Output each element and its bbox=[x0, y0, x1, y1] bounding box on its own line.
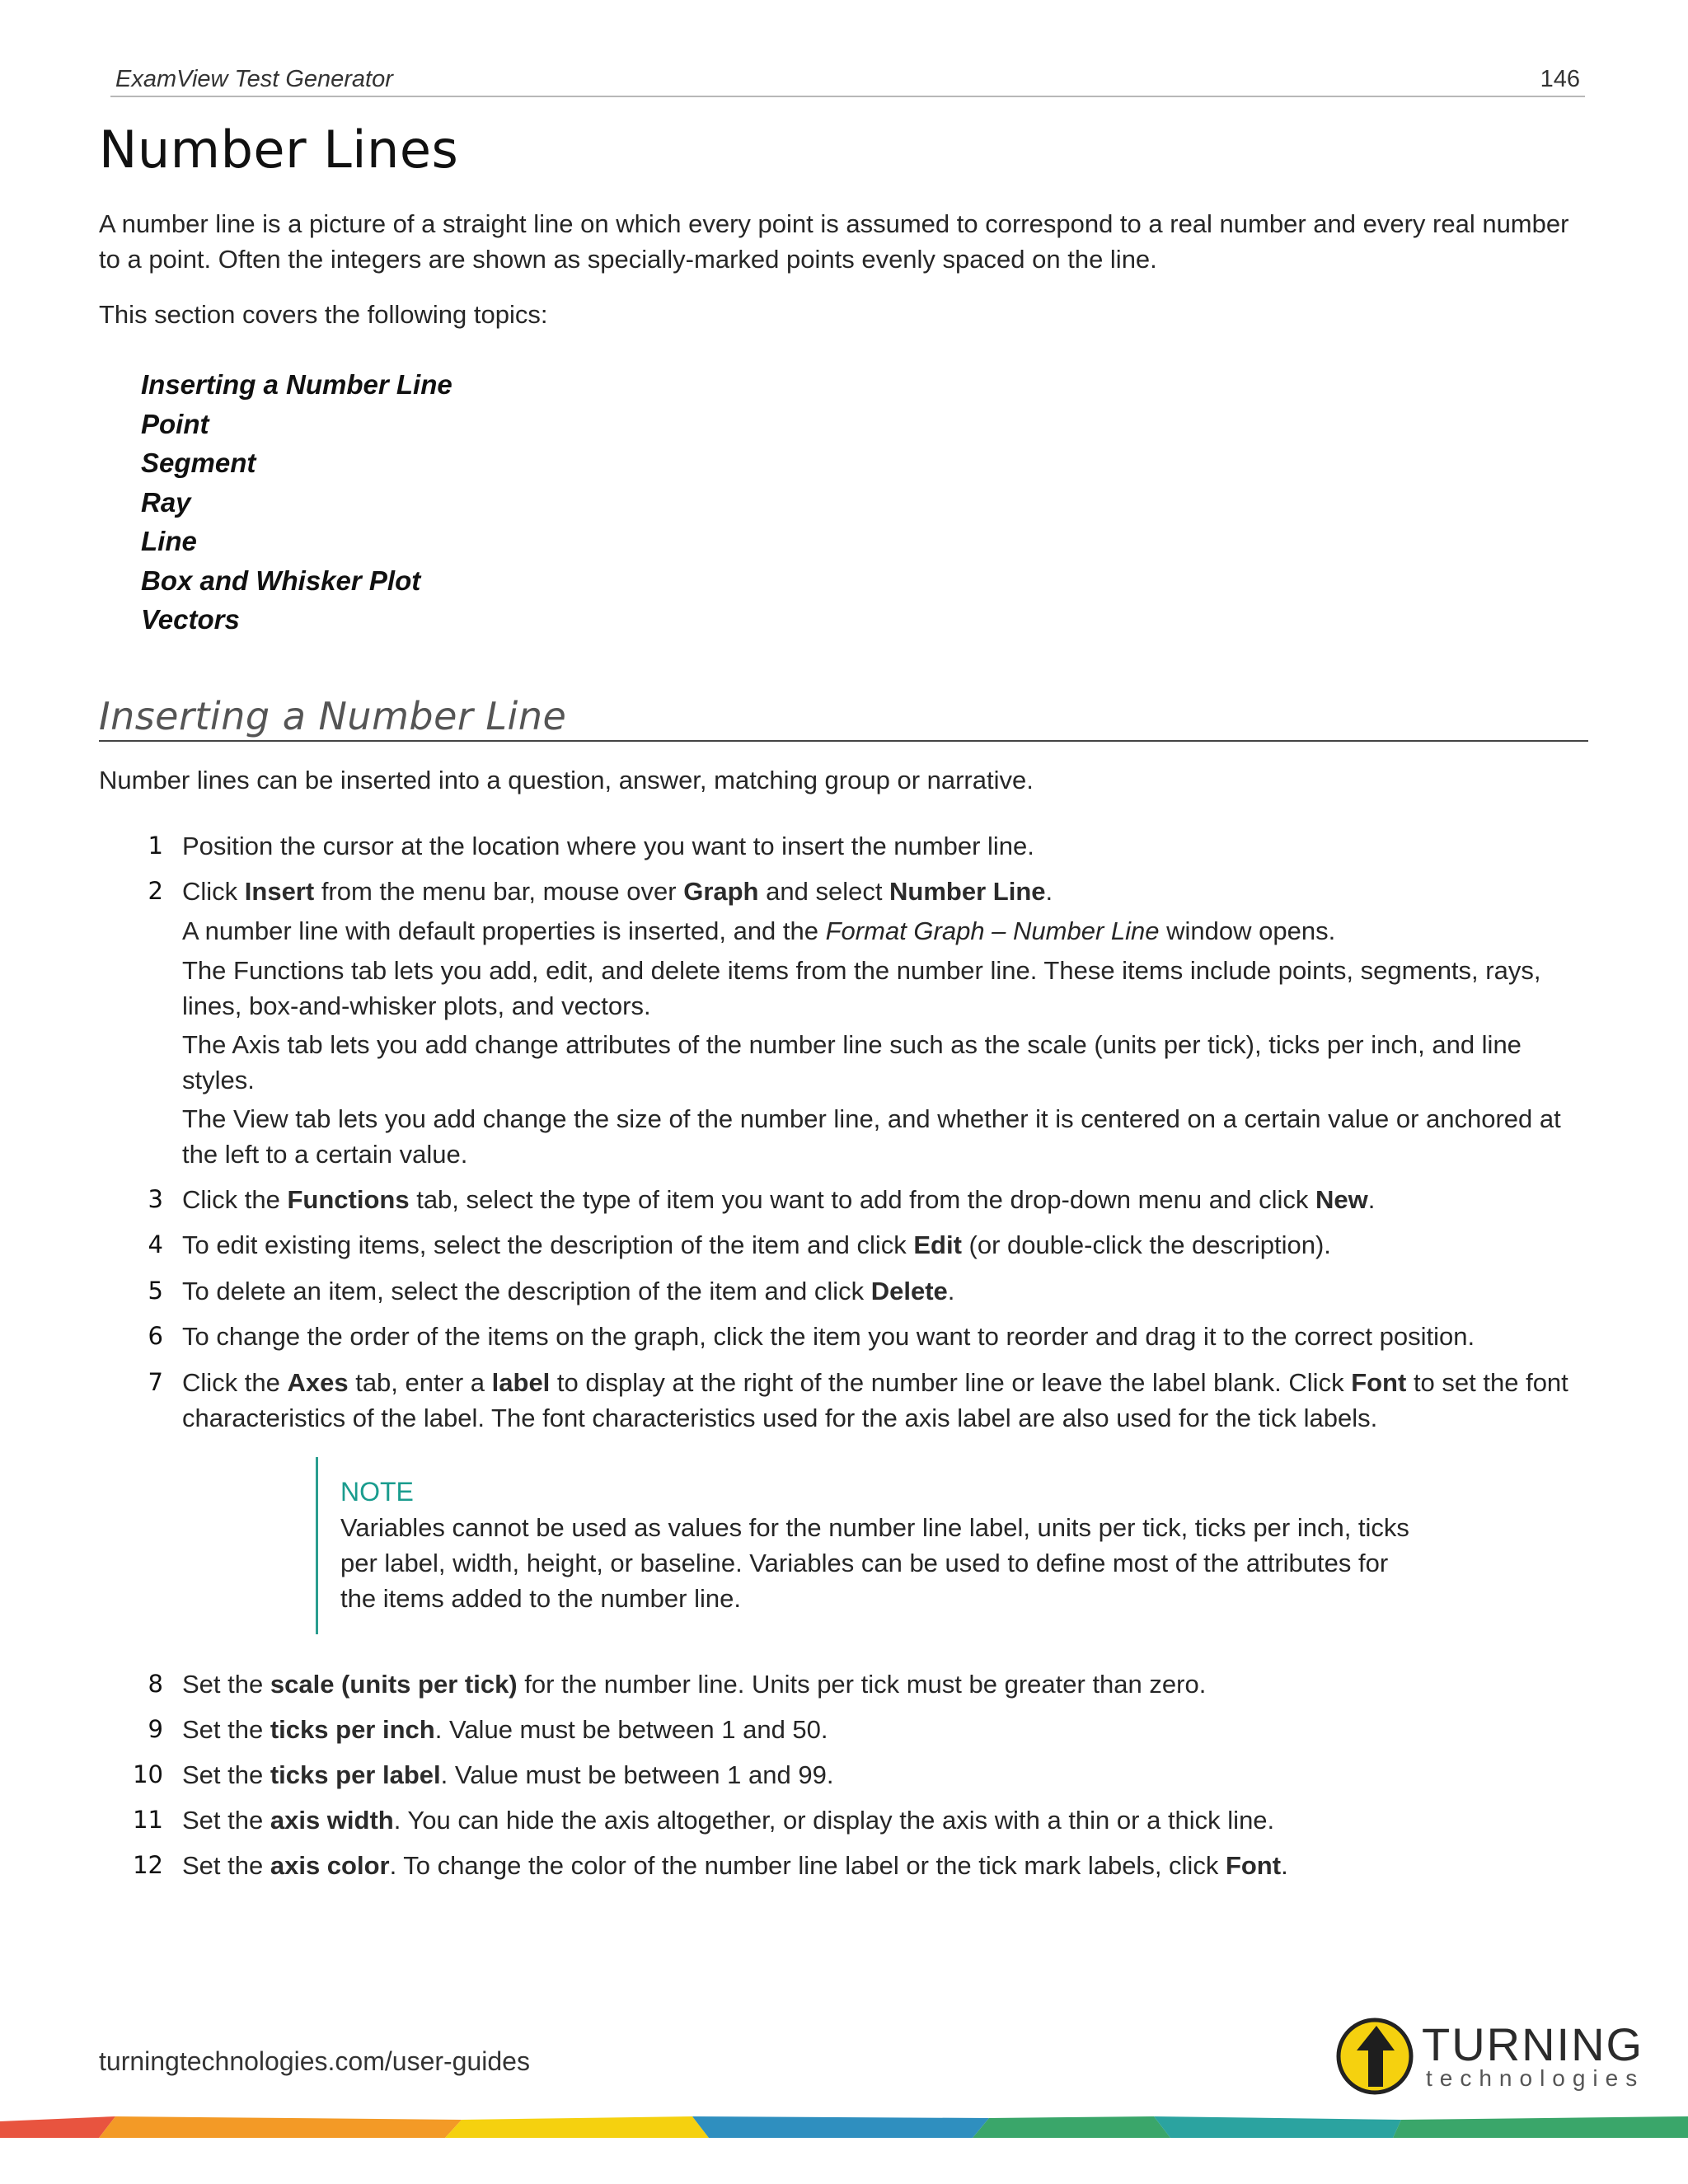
note-callout bbox=[316, 1457, 1423, 1634]
topic-link[interactable]: Inserting a Number Line bbox=[141, 369, 452, 400]
page-title: Number Lines bbox=[99, 120, 459, 180]
step-number: 9 bbox=[148, 1715, 163, 1743]
step-text: Set the ticks per inch. Value must be between 1 and 50. bbox=[182, 1715, 828, 1744]
topics-intro: This section covers the following topics: bbox=[99, 300, 548, 329]
topic-link[interactable]: Point bbox=[141, 408, 209, 439]
section-intro: Number lines can be inserted into a question, answer, matching group or narrative. bbox=[99, 766, 1034, 794]
header-title: ExamView Test Generator bbox=[115, 66, 393, 92]
topic-link[interactable]: Box and Whisker Plot bbox=[141, 565, 421, 596]
step-detail: A number line with default properties is inserted, and the Format Graph – Number Line window opens. bbox=[182, 916, 1336, 945]
step-text: Click the Functions tab, select the type of item you want to add from the drop-down menu and click New. bbox=[182, 1185, 1376, 1214]
step-number: 1 bbox=[148, 832, 163, 860]
step-text: Set the scale (units per tick) for the number line. Units per tick must be greater than zero. bbox=[182, 1670, 1207, 1699]
step-number: 12 bbox=[133, 1851, 163, 1879]
topic-link[interactable]: Segment bbox=[141, 448, 256, 478]
step-text: Set the ticks per label. Value must be between 1 and 99. bbox=[182, 1760, 834, 1789]
page-header bbox=[110, 63, 1585, 97]
step-number: 6 bbox=[148, 1322, 163, 1350]
step-number: 3 bbox=[148, 1185, 163, 1213]
step-text: Set the axis width. You can hide the axis altogether, or display the axis with a thin or a thick line. bbox=[182, 1806, 1275, 1835]
step-text: To delete an item, select the description of the item and click Delete. bbox=[182, 1277, 955, 1305]
step-number: 8 bbox=[148, 1670, 163, 1698]
section-heading bbox=[99, 691, 1588, 742]
step-text: Click the Axes tab, enter a label to display at the right of the number line or leave the label blank. Click Font to set the font characteristics of the label. The font characteristics used for the axis label are also used for the tick labels. bbox=[182, 1368, 1568, 1432]
step-detail: The Axis tab lets you add change attributes of the number line such as the scale (units per tick), ticks per inch, and line styles. bbox=[182, 1030, 1522, 1094]
turning-technologies-logo bbox=[1335, 2011, 1648, 2102]
step-text: Position the cursor at the location where you want to insert the number line. bbox=[182, 832, 1034, 860]
step-number: 7 bbox=[148, 1368, 163, 1396]
logo-word-technologies: technologies bbox=[1426, 2065, 1645, 2091]
topic-link[interactable]: Vectors bbox=[141, 604, 240, 635]
page-number: 146 bbox=[1540, 66, 1580, 92]
logo-word-turning: TURNING bbox=[1422, 2018, 1644, 2070]
topics-list bbox=[141, 365, 452, 640]
step-detail: The Functions tab lets you add, edit, and delete items from the number line. These items include points, segments, rays, lines, box-and-whisker plots, and vectors. bbox=[182, 956, 1541, 1020]
step-text: To edit existing items, select the description of the item and click Edit (or double-click the description). bbox=[182, 1230, 1331, 1259]
logo-icon bbox=[1335, 2011, 1648, 2102]
step-number: 4 bbox=[148, 1230, 163, 1258]
footer-color-stripe bbox=[0, 2116, 1688, 2138]
step-text: To change the order of the items on the graph, click the item you want to reorder and drag it to the correct position. bbox=[182, 1322, 1475, 1351]
topic-link[interactable]: Ray bbox=[141, 486, 191, 518]
intro-paragraph: A number line is a picture of a straight line on which every point is assumed to correspond to a real number and every real number to a point. Often the integers are shown as specially-marked points evenly spaced on the line. bbox=[99, 209, 1569, 274]
step-text: Set the axis color. To change the color of the number line label or the tick mark labels, click Font. bbox=[182, 1851, 1288, 1880]
step-number: 10 bbox=[133, 1760, 163, 1788]
step-number: 2 bbox=[148, 877, 163, 905]
topic-link[interactable]: Line bbox=[141, 526, 197, 556]
step-number: 5 bbox=[148, 1277, 163, 1305]
note-text: Variables cannot be used as values for the number line label, units per tick, ticks per inch, ticks per label, width, height, or baseline. Variables can be used to define most of the attributes for the items added to the number line. bbox=[340, 1513, 1409, 1613]
section-heading-text: Inserting a Number Line bbox=[99, 694, 567, 738]
footer-link[interactable]: turningtechnologies.com/user-guides bbox=[99, 2046, 530, 2076]
note-label: NOTE bbox=[340, 1477, 414, 1507]
step-detail: The View tab lets you add change the size of the number line, and whether it is centered on a certain value or anchored at the left to a certain value. bbox=[182, 1104, 1561, 1169]
step-number: 11 bbox=[133, 1806, 163, 1834]
step-text: Click Insert from the menu bar, mouse over Graph and select Number Line. bbox=[182, 877, 1053, 906]
